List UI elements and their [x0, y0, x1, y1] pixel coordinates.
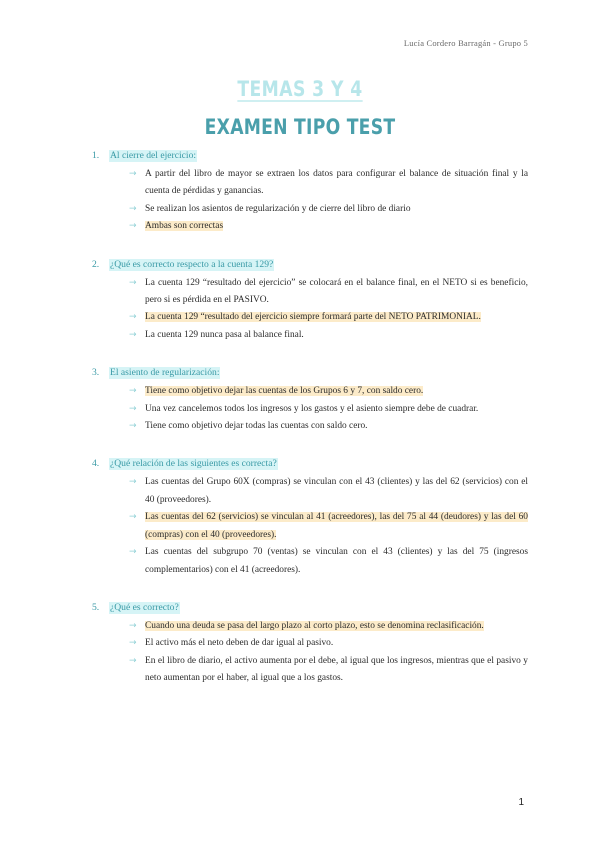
question-text: ¿Qué relación de las siguientes es correcta? — [110, 458, 277, 470]
answer-text: Las cuentas del subgrupo 70 (ventas) se vinculan con el 43 (clientes) y las del 75 (ingresos complementarios) con el 41 (acreedores). — [145, 547, 528, 575]
question-text: El asiento de regularización: — [110, 367, 220, 379]
answer-text: El activo más el neto deben de dar igual al pasivo. — [145, 638, 334, 649]
arrow-right-icon: → — [129, 512, 137, 523]
page-number: 1 — [518, 797, 524, 808]
question-heading — [0, 455, 600, 473]
answer-text: Las cuentas del 62 (servicios) se vinculan al 41 (acreedores), las del 75 al 44 (deudores) y las del 60 (compras) con el 40 (proveedores). — [145, 512, 528, 540]
question-number: 2. — [92, 258, 100, 270]
answer-option-correct — [0, 383, 600, 400]
question-heading — [0, 147, 600, 165]
answer-text: La cuenta 129 “resultado del ejercicio siempre formará parte del NETO PATRIMONIAL. — [145, 312, 481, 323]
arrow-right-icon: → — [129, 277, 137, 288]
question-heading — [0, 256, 600, 274]
answer-options — [0, 383, 600, 435]
answer-option — [0, 474, 600, 509]
question-text: ¿Qué es correcto respecto a la cuenta 129? — [110, 258, 274, 270]
arrow-right-icon: → — [129, 221, 137, 232]
answer-options — [0, 166, 600, 236]
answer-text: Cuando una deuda se pasa del largo plazo al corto plazo, esto se denomina reclasificación. — [145, 620, 484, 631]
answer-options — [0, 275, 600, 345]
arrow-right-icon: → — [129, 547, 137, 558]
answer-option — [0, 401, 600, 418]
answer-option — [0, 635, 600, 652]
arrow-right-icon: → — [129, 638, 137, 649]
answer-text: A partir del libro de mayor se extraen los datos para configurar el balance de situación final y la cuenta de pérdidas y ganancias. — [145, 169, 528, 197]
question-text: ¿Qué es correcto? — [110, 601, 179, 613]
answer-option-correct — [0, 618, 600, 635]
answer-text: Una vez cancelemos todos los ingresos y los gastos y el asiento siempre debe de cuadrar. — [145, 403, 479, 414]
question-heading — [0, 599, 600, 617]
topic-title: TEMAS 3 Y 4 — [237, 77, 363, 101]
arrow-right-icon: → — [129, 477, 137, 488]
question-number: 5. — [92, 601, 100, 613]
arrow-right-icon: → — [129, 312, 137, 323]
answer-option — [0, 201, 600, 218]
question-heading — [0, 364, 600, 382]
arrow-right-icon: → — [129, 386, 137, 397]
answer-text: En el libro de diario, el activo aumenta por el debe, al igual que los ingresos, mientras que el pasivo y neto aumentan por el haber, al igual que a los gastos. — [145, 655, 528, 684]
question-item — [0, 364, 600, 435]
arrow-right-icon: → — [129, 329, 137, 340]
answer-option — [0, 653, 600, 688]
answer-option-correct — [0, 309, 600, 326]
page-header-author: Lucía Cordero Barragán - Grupo 5 — [403, 38, 528, 48]
exam-title: EXAMEN TIPO TEST — [204, 115, 396, 139]
answer-options — [0, 618, 600, 688]
question-item — [0, 256, 600, 345]
question-number: 1. — [92, 150, 100, 161]
answer-text: Tiene como objetivo dejar las cuentas de los Grupos 6 y 7, con saldo cero. — [145, 386, 424, 397]
answer-option — [0, 166, 600, 201]
question-text: Al cierre del ejercicio: — [110, 150, 197, 161]
answer-option — [0, 327, 600, 344]
answer-option — [0, 544, 600, 579]
question-item — [0, 147, 600, 236]
arrow-right-icon: → — [129, 203, 137, 214]
answer-option-correct — [0, 218, 600, 235]
arrow-right-icon: → — [129, 403, 137, 414]
answer-text: Se realizan los asientos de regularización y de cierre del libro de diario — [145, 203, 411, 214]
answer-text: Ambas son correctas — [145, 221, 224, 232]
answer-option — [0, 418, 600, 435]
arrow-right-icon: → — [129, 421, 137, 432]
question-number: 4. — [92, 458, 100, 470]
arrow-right-icon: → — [129, 169, 137, 179]
question-item — [0, 455, 600, 578]
answer-text: La cuenta 129 nunca pasa al balance final. — [145, 329, 304, 340]
arrow-right-icon: → — [129, 620, 137, 631]
answer-option — [0, 275, 600, 310]
answer-options — [0, 474, 600, 578]
question-number: 3. — [92, 367, 100, 379]
question-item — [0, 599, 600, 688]
answer-option-correct — [0, 509, 600, 544]
arrow-right-icon: → — [129, 655, 137, 666]
question-list — [0, 147, 600, 708]
answer-text: La cuenta 129 “resultado del ejercicio” se colocará en el balance final, en el NETO si es beneficio, pero si es pérdida en el PASIVO. — [145, 277, 528, 306]
answer-text: Las cuentas del Grupo 60X (compras) se vinculan con el 43 (clientes) y las del 62 (servicios) con el 40 (proveedores). — [145, 477, 528, 505]
answer-text: Tiene como objetivo dejar todas las cuentas con saldo cero. — [145, 421, 368, 432]
